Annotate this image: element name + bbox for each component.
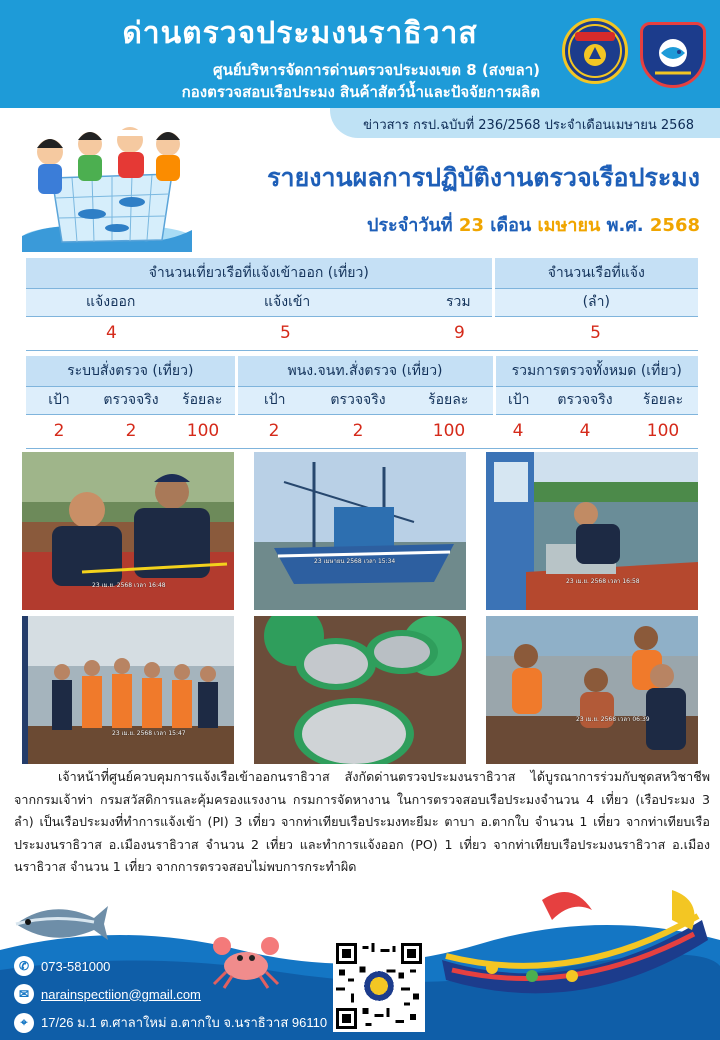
date-year: 2568 <box>649 215 700 236</box>
report-date <box>320 210 700 239</box>
postal-address: 17/26 ม.1 ต.ศาลาใหม่ อ.ตากใบ จ.นราธิวาส 96110 <box>41 1015 328 1030</box>
kids-fishing-net-illustration <box>22 118 192 252</box>
value-depart: 4 <box>26 316 206 350</box>
department-of-fisheries-logo <box>562 18 628 84</box>
photo-crew-interview <box>486 616 698 764</box>
value-boats: 5 <box>493 316 698 350</box>
officer-percent: 100 <box>404 414 494 448</box>
fishery-inspection-logo <box>640 22 706 88</box>
officer-order-header: พนง.จนท.สั่งตรวจ (เที่ยว) <box>236 356 494 386</box>
contact-phone[interactable] <box>14 956 110 976</box>
contact-email[interactable] <box>14 984 201 1004</box>
photo-timestamp: 23 เม.ย. 2568 เวลา 15:47 <box>112 730 186 737</box>
agency-title: ด่านตรวจประมงนราธิวาส <box>122 16 478 51</box>
fish-icon <box>6 892 110 952</box>
boats-group-header: จำนวนเรือที่แจ้ง <box>493 258 698 288</box>
value-total: 9 <box>376 316 493 350</box>
photo-fish-buckets <box>254 616 466 764</box>
boats-unit: (ลำ) <box>493 288 698 316</box>
col-target: เป้า <box>26 386 92 414</box>
photo-inspecting-catch <box>486 452 698 610</box>
photo-timestamp: 23 เม.ย. 2568 เวลา 16:58 <box>566 578 640 585</box>
phone-number: 073-581000 <box>41 958 111 974</box>
report-title: รายงานผลการปฏิบัติงานตรวจเรือประมง <box>267 163 700 192</box>
officer-actual: 2 <box>312 414 404 448</box>
date-month-label: เดือน <box>490 215 532 236</box>
col-percent: ร้อยละ <box>404 386 494 414</box>
header-banner <box>0 0 720 108</box>
officer-target: 2 <box>236 414 312 448</box>
inspection-summary-table <box>26 356 698 449</box>
photo-fishing-boat <box>254 452 466 610</box>
korlae-boat-illustration <box>432 880 716 1012</box>
agency-subtitle-2: กองตรวจสอบเรือประมง สินค้าสัตว์น้ำและปัจจัยการผลิต <box>181 83 540 101</box>
date-prefix: ประจำวันที่ <box>366 215 453 236</box>
report-body-text: เจ้าหน้าที่ศูนย์ควบคุมการแจ้งเรือเข้าออกนราธิวาส สังกัดด่านตรวจประมงนราธิวาส ได้บูรณาการร่วมกับชุดสหวิชาชีพจากกรมเจ้าท่า กรมสวัสดิการและคุ้มครองแรงงาน กรมการจัดหางาน ในการตรวจสอบเรือประมงจำนวน 4 เที่ยว (เรือประมง 3 ลำ) เป็นเรือประมงที่ทำการแจ้งเข้า (PI) 3 เที่ยว จากท่าเทียบเรือประมงทะยีมะ ตาบา อ.ตากใบ จำนวน 1 เที่ยว จากท่าเทียบเรือประมงนราธิวาส อ.เมืองนราธิวาส จำนวน 2 เที่ยว และทำการแจ้งออก (PO) 1 เที่ยว จากท่าเทียบเรือประมงนราธิวาส อ.เมืองนราธิวาส จำนวน 1 เที่ยว จากการตรวจสอบไม่พบการกระทำผิด <box>14 769 710 874</box>
col-actual: ตรวจจริง <box>312 386 404 414</box>
total-actual: 4 <box>542 414 628 448</box>
col-target: เป้า <box>236 386 312 414</box>
date-year-label: พ.ศ. <box>606 215 644 236</box>
total-percent: 100 <box>628 414 698 448</box>
date-day: 23 <box>458 215 484 236</box>
total-target: 4 <box>494 414 542 448</box>
agency-subtitle-1: ศูนย์บริหารจัดการด่านตรวจประมงเขต 8 (สงขลา) <box>213 61 540 79</box>
qr-code[interactable] <box>333 940 425 1032</box>
value-arrive: 5 <box>206 316 376 350</box>
phone-icon: ✆ <box>14 956 34 976</box>
contact-address <box>14 1012 327 1033</box>
trips-group-header: จำนวนเที่ยวเรือที่แจ้งเข้าออก (เที่ยว) <box>26 258 493 288</box>
date-month: เมษายน <box>537 215 601 236</box>
photo-timestamp: 23 เม.ย. 2568 เวลา 06:39 <box>576 716 650 723</box>
crab-icon <box>210 932 282 990</box>
system-target: 2 <box>26 414 92 448</box>
news-issue-bar <box>330 108 720 138</box>
location-pin-icon: ⌖ <box>14 1013 34 1033</box>
col-depart: แจ้งออก <box>26 288 206 316</box>
trip-notification-table <box>26 258 698 351</box>
col-target: เป้า <box>494 386 542 414</box>
system-order-header: ระบบสั่งตรวจ (เที่ยว) <box>26 356 236 386</box>
col-percent: ร้อยละ <box>170 386 236 414</box>
total-inspection-header: รวมการตรวจทั้งหมด (เที่ยว) <box>494 356 698 386</box>
col-actual: ตรวจจริง <box>542 386 628 414</box>
photo-timestamp: 23 เม.ย. 2568 เวลา 16:48 <box>92 582 166 589</box>
photo-measuring-net <box>22 452 234 610</box>
photo-timestamp: 23 เมษายน 2568 เวลา 15:34 <box>314 558 396 565</box>
email-icon: ✉ <box>14 984 34 1004</box>
system-actual: 2 <box>92 414 170 448</box>
col-actual: ตรวจจริง <box>92 386 170 414</box>
email-address: narainspectiion@gmail.com <box>41 986 201 1002</box>
photo-team-on-boat <box>22 616 234 764</box>
news-issue-text: ข่าวสาร กรป.ฉบับที่ 236/2568 ประจำเดือนเมษายน 2568 <box>363 118 694 133</box>
col-percent: ร้อยละ <box>628 386 698 414</box>
col-total: รวม <box>376 288 493 316</box>
system-percent: 100 <box>170 414 236 448</box>
col-arrive: แจ้งเข้า <box>206 288 376 316</box>
